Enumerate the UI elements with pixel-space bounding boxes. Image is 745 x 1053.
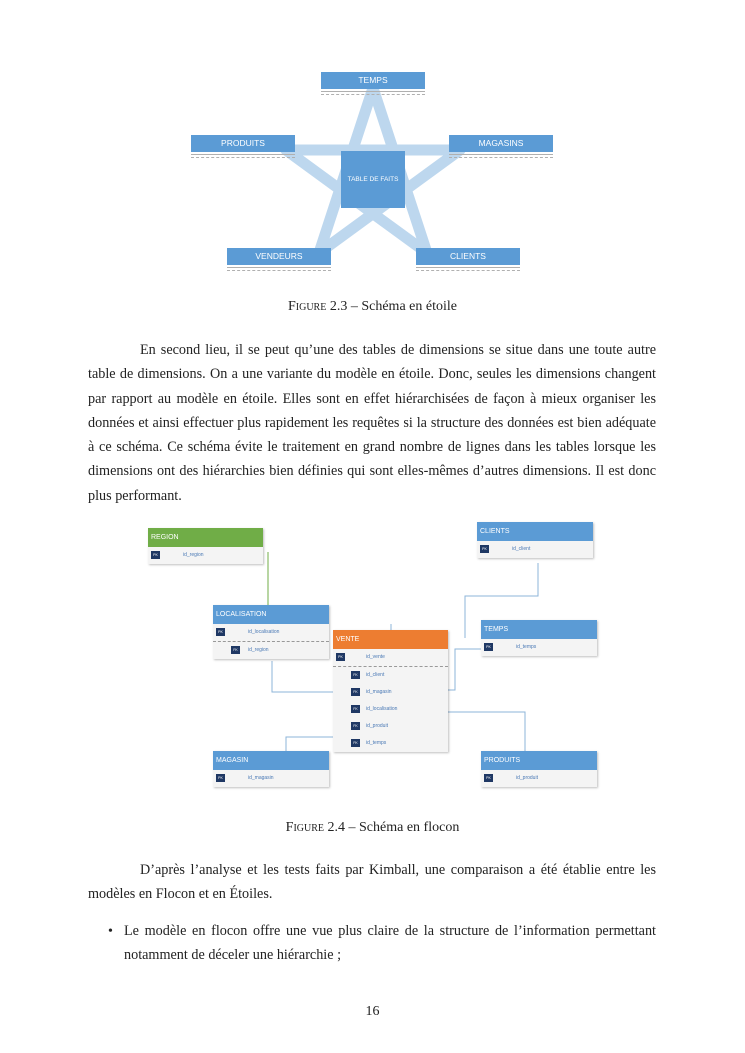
pk-key-icon: PK: [480, 545, 489, 553]
table-field-row: [481, 770, 597, 787]
star-schema-figure: [190, 70, 555, 275]
table-field-row: [333, 666, 448, 684]
star-box-temps: TEMPS: [321, 72, 425, 89]
table-field-row: [333, 735, 448, 752]
table-title: VENTE: [333, 630, 448, 649]
field-name: id_client: [512, 546, 531, 552]
table-title: LOCALISATION: [213, 605, 329, 624]
page-number: 16: [365, 1004, 380, 1019]
field-name: id_temps: [366, 740, 387, 746]
table-field-row: [213, 624, 329, 641]
pk-key-icon: PK: [216, 628, 225, 636]
bullet-item-snowflake: Le modèle en flocon offre une vue plus claire de la structure de l’information permettant notamment de déceler une hiérarchie ;: [124, 923, 656, 964]
pk-key-icon: PK: [484, 643, 493, 651]
table-title: TEMPS: [481, 620, 597, 639]
caption-text: – Schéma en flocon: [345, 820, 460, 835]
fk-key-icon: FK: [351, 688, 360, 696]
table-field-row: [213, 770, 329, 787]
table-clients: [477, 522, 593, 558]
fk-key-icon: FK: [351, 739, 360, 747]
field-name: id_client: [366, 672, 385, 678]
table-title: MAGASIN: [213, 751, 329, 770]
star-box-produits: PRODUITS: [191, 135, 295, 152]
pk-key-icon: PK: [336, 653, 345, 661]
table-magasin: [213, 751, 329, 787]
table-field-row: [148, 547, 263, 564]
paragraph-kimball-comparison: D’après l’analyse et les tests faits par Kimball, une comparaison a été établie entre les modèles en Flocon et en Étoiles.: [88, 862, 656, 903]
caption-text: – Schéma en étoile: [347, 299, 457, 314]
field-name: id_region: [248, 647, 269, 653]
star-box-vendeurs: VENDEURS: [227, 248, 331, 265]
paragraph-snowflake-intro: En second lieu, il se peut qu’une des tables de dimensions se situe dans une toute autre table de dimensions. On a une variante du modèle en étoile. Donc, seules les dimensions changent par rapport au modèle en étoile. Elles sont en effet hiérarchisées de façon à mieux organiser les données et ainsi effectuer plus rapidement les requêtes si la structure des données est bien adéquate à ce schéma. Ce schéma évite le traitement en grand nombre de lignes dans les tables lorsque les dimensions ont des hiérarchies bien définies qui sont elles-mêmes d’autres dimensions. Il est donc plus performant.: [88, 342, 656, 504]
figure-2-3-caption: [0, 299, 745, 315]
table-field-row: [213, 641, 329, 659]
field-name: id_magasin: [248, 775, 274, 781]
snowflake-schema-figure: [145, 520, 600, 795]
caption-label: Figure 2.3: [288, 299, 348, 314]
table-title: REGION: [148, 528, 263, 547]
table-field-row: [477, 541, 593, 558]
table-vente: [333, 630, 448, 752]
pk-key-icon: PK: [151, 551, 160, 559]
pk-key-icon: PK: [216, 774, 225, 782]
fk-key-icon: FK: [351, 671, 360, 679]
star-center-fact-table: TABLE DE FAITS: [341, 151, 405, 208]
fk-key-icon: FK: [231, 646, 240, 654]
table-field-row: [333, 649, 448, 666]
field-name: id_magasin: [366, 689, 392, 695]
table-field-row: [481, 639, 597, 656]
table-title: CLIENTS: [477, 522, 593, 541]
table-produits: [481, 751, 597, 787]
field-name: id_vente: [366, 654, 385, 660]
field-name: id_region: [183, 552, 204, 558]
field-name: id_temps: [516, 644, 537, 650]
fk-key-icon: FK: [351, 722, 360, 730]
table-title: PRODUITS: [481, 751, 597, 770]
table-localisation: [213, 605, 329, 659]
table-field-row: [333, 701, 448, 718]
pk-key-icon: PK: [484, 774, 493, 782]
star-box-clients: CLIENTS: [416, 248, 520, 265]
field-name: id_localisation: [366, 706, 398, 712]
field-name: id_produit: [366, 723, 388, 729]
table-field-row: [333, 718, 448, 735]
star-box-magasins: MAGASINS: [449, 135, 553, 152]
field-name: id_produit: [516, 775, 538, 781]
table-temps: [481, 620, 597, 656]
bullet-dot: •: [108, 924, 113, 939]
field-name: id_localisation: [248, 629, 280, 635]
table-field-row: [333, 684, 448, 701]
figure-2-4-caption: [0, 820, 745, 836]
fk-key-icon: FK: [351, 705, 360, 713]
table-region: [148, 528, 263, 564]
caption-label: Figure 2.4: [285, 820, 346, 835]
